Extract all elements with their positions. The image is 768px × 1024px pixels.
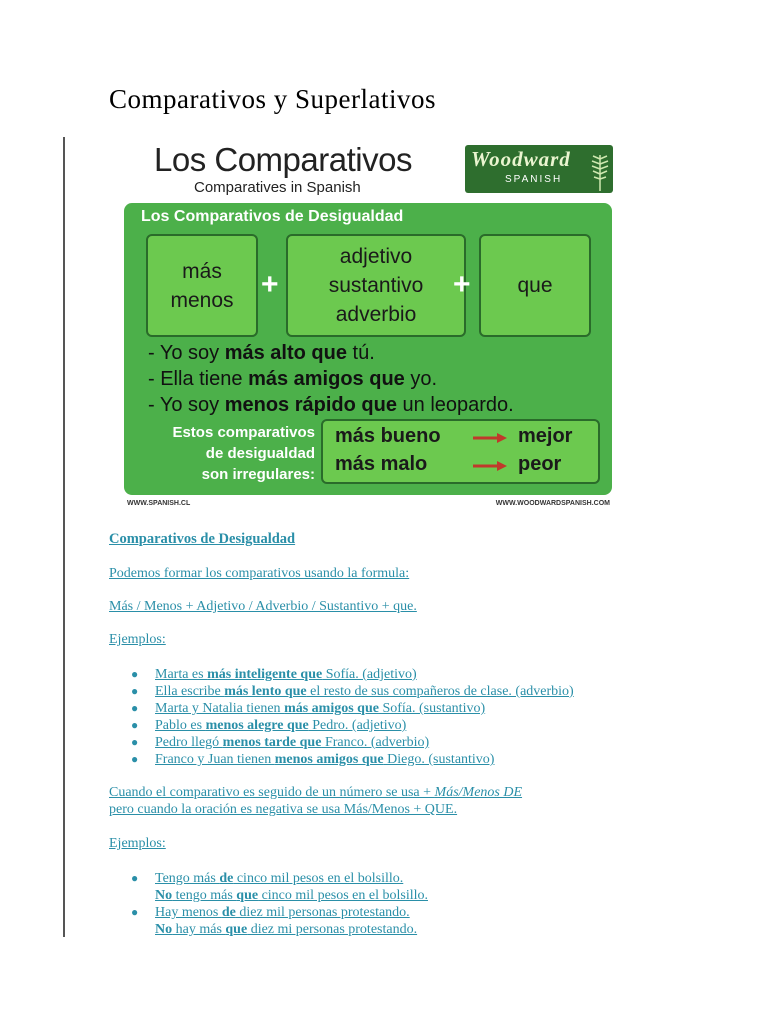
url-right: WWW.WOODWARDSPANISH.COM [495,500,610,507]
comparatives-infographic [124,137,618,515]
box-word: adverbio [335,303,417,326]
box-word: sustantivo [328,274,424,297]
box-word: adjetivo [339,245,413,268]
list-item[interactable]: ● Hay menos de diez mil personas protestando. No hay más que diez mi personas protestando. [131,905,418,937]
irregular-to: mejor [518,425,573,447]
box-word: más [182,259,222,283]
intro-link[interactable]: Podemos formar los comparativos usando la formula: [109,566,410,581]
box-word-types [286,234,466,337]
box-word: menos [170,288,234,312]
woodward-logo [465,145,613,193]
bullet-icon: ● [131,667,139,681]
logo-brand: Woodward [471,147,571,171]
list-item[interactable]: ● Marta y Natalia tienen más amigos que Sofía. (sustantivo) [131,701,486,716]
ejemplos-link-2[interactable]: Ejemplos: [109,836,166,851]
example-line: - Yo soy menos rápido que un leopardo. [148,394,514,416]
list-item[interactable]: ● Franco y Juan tienen menos amigos que Diego. (sustantivo) [131,752,495,767]
plus-sign: + [261,268,279,301]
bullet-icon: ● [131,871,139,885]
url-left: WWW.SPANISH.CL [127,500,191,507]
examples-list [109,666,574,768]
infographic-subtitle: Comparatives in Spanish [194,179,361,196]
bullet-icon: ● [131,735,139,749]
formula-panel [124,203,612,495]
red-arrow-icon [473,433,507,443]
bullet-icon: ● [131,718,139,732]
logo-sub: SPANISH [505,174,563,185]
list-item[interactable]: ● Tengo más de cinco mil pesos en el bolsillo. No tengo más que cinco mil pesos en el bolsillo. [131,871,428,903]
formula-link[interactable]: Más / Menos + Adjetivo / Adverbio / Sustantivo + que. [109,599,417,614]
list-item[interactable]: ● Pablo es menos alegre que Pedro. (adjetivo) [131,718,407,733]
bullet-icon: ● [131,905,139,919]
list-item[interactable]: ● Pedro llegó menos tarde que Franco. (adverbio) [131,735,430,750]
example-line: - Yo soy más alto que tú. [148,342,375,364]
irregular-to: peor [518,453,562,475]
infographic-title: Los Comparativos [154,141,412,178]
note-line2-link[interactable]: pero cuando la oración es negativa se usa Más/Menos + QUE. [109,802,458,817]
box-mas-menos [146,234,258,337]
red-arrow-icon [473,461,507,471]
ejemplos-link[interactable]: Ejemplos: [109,632,166,647]
irregular-box [321,419,600,484]
box-word: que [517,274,553,297]
bullet-icon: ● [131,701,139,715]
note-line1-link[interactable]: Cuando el comparativo es seguido de un número se usa + Más/Menos DE [109,785,523,800]
section-heading-link[interactable]: Comparativos de Desigualdad [109,531,296,547]
list-item[interactable]: ● Marta es más inteligente que Sofía. (adjetivo) [131,667,417,682]
list-item[interactable]: ● Ella escribe más lento que el resto de sus compañeros de clase. (adverbio) [131,684,574,699]
irregular-from: más bueno [335,425,441,447]
margin-line [63,137,65,937]
irregular-from: más malo [335,453,428,475]
bullet-icon: ● [131,752,139,766]
infographic-examples [148,340,514,418]
box-que [479,234,591,337]
plus-sign: + [453,268,471,301]
bullet-icon: ● [131,684,139,698]
page-title: Comparativos y Superlativos [109,84,436,114]
panel-heading: Los Comparativos de Desigualdad [141,208,404,225]
examples-list-2 [109,870,428,938]
example-line: - Ella tiene más amigos que yo. [148,368,438,390]
fern-leaf-icon [589,151,611,191]
irregular-label: Estos comparativos de desigualdad son irregulares: [172,424,315,483]
